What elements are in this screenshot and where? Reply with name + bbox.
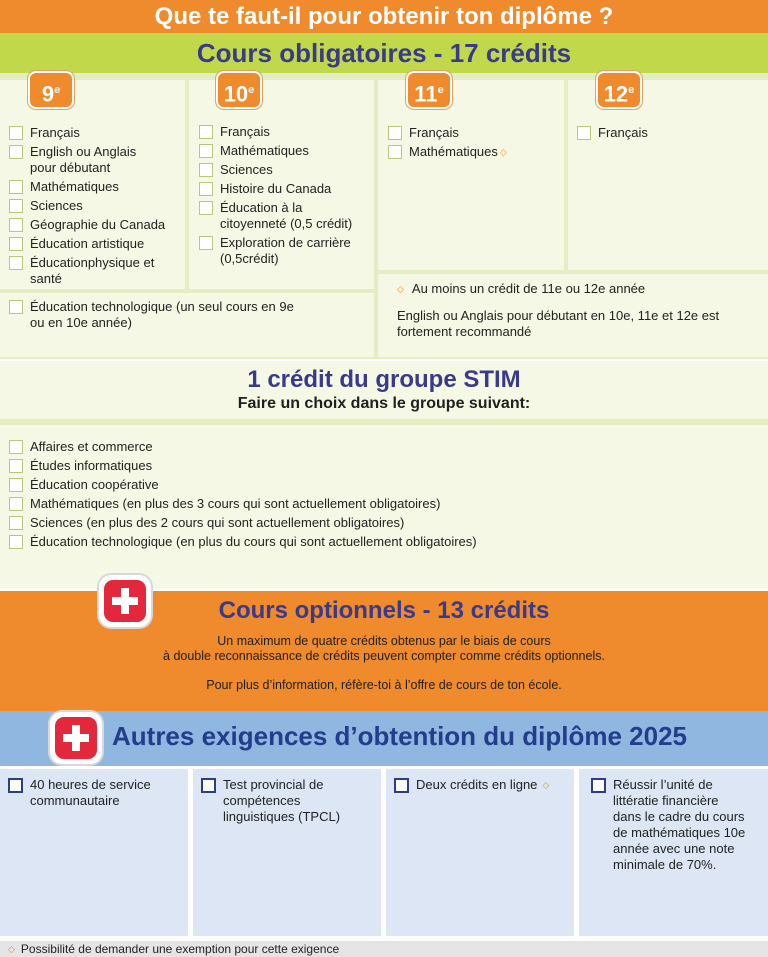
requirement-item[interactable] [394, 777, 568, 793]
note-label: Au moins un crédit de 11e ou 12e année [411, 281, 646, 296]
optional-text-line1: Un maximum de quatre crédits obtenus par le biais de cours [217, 634, 551, 648]
checkbox-icon[interactable] [9, 497, 23, 511]
list-item[interactable] [388, 125, 563, 141]
checkbox-icon[interactable] [577, 126, 591, 140]
stim-title: 1 crédit du groupe STIM [247, 366, 521, 393]
checkbox-icon[interactable] [9, 535, 23, 549]
course-label: Mathématiques [409, 144, 498, 159]
tech-education-item[interactable] [9, 299, 309, 331]
checkbox-icon[interactable] [9, 478, 23, 492]
checkbox-icon[interactable] [199, 236, 213, 250]
course-label: Français [220, 124, 270, 139]
checkbox-icon[interactable] [199, 144, 213, 158]
footer-note [0, 941, 768, 957]
checkbox-icon[interactable] [9, 145, 23, 159]
list-item[interactable] [9, 534, 749, 550]
orange-diamond-icon: ◇ [542, 780, 550, 790]
footer-note-label: Possibilité de demander une exemption pour cette exigence [20, 942, 340, 956]
grade-11-badge: 11e [406, 71, 452, 109]
list-item[interactable] [9, 255, 184, 287]
requirement-item[interactable] [8, 777, 182, 809]
course-label: Études informatiques [30, 458, 153, 473]
list-item[interactable] [199, 235, 374, 267]
course-label: Mathématiques (en plus des 3 cours qui sont actuellement obligatoires) [30, 496, 441, 511]
checkbox-icon[interactable] [9, 180, 23, 194]
grade-10-badge: 10e [216, 71, 262, 109]
course-label: Éducation technologique (en plus du cours qui sont actuellement obligatoires) [30, 534, 477, 549]
optional-text-line2: à double reconnaissance de crédits peuvent compter comme crédits optionnels. [163, 649, 605, 663]
list-item[interactable] [9, 144, 184, 176]
note-credit-11-12 [397, 281, 757, 297]
checkbox-icon[interactable] [9, 237, 23, 251]
requirement-item[interactable] [201, 777, 375, 825]
list-item[interactable] [577, 125, 757, 141]
list-item[interactable] [9, 217, 184, 233]
course-label: Géographie du Canada [30, 217, 166, 232]
course-label: Mathématiques [220, 143, 309, 158]
mandatory-section [0, 73, 768, 359]
requirement-box [193, 769, 381, 936]
optional-title: Cours optionnels - 13 crédits [218, 597, 550, 624]
course-label: Sciences [220, 162, 273, 177]
list-item[interactable] [9, 439, 749, 455]
checkbox-icon[interactable] [9, 218, 23, 232]
course-label: English ou Anglais pour débutant [30, 144, 137, 175]
grade-12-badge: 12e [596, 71, 642, 109]
list-item[interactable] [388, 144, 563, 160]
checkbox-icon[interactable] [199, 163, 213, 177]
checkbox-icon[interactable] [9, 459, 23, 473]
other-requirements-section [0, 711, 768, 941]
requirement-box [579, 769, 768, 936]
course-label: Histoire du Canada [220, 181, 332, 196]
checkbox-icon[interactable] [199, 201, 213, 215]
course-label: Mathématiques [30, 179, 119, 194]
course-label: Sciences (en plus des 2 cours qui sont actuellement obligatoires) [30, 515, 405, 530]
course-label: Éducation coopérative [30, 477, 159, 492]
list-item[interactable] [199, 124, 374, 140]
optional-text-line3: Pour plus d’information, réfère-toi à l’offre de cours de ton école. [206, 678, 562, 692]
other-requirements-header [0, 711, 768, 766]
orange-diamond-icon: ◇ [499, 147, 507, 157]
course-label: Français [30, 125, 80, 140]
requirement-label: Deux crédits en ligne [416, 777, 538, 792]
list-item[interactable] [9, 458, 749, 474]
list-item[interactable] [9, 496, 749, 512]
requirement-label: Réussir l’unité de littératie financière dans le cadre du cours de mathématiques 10e année avec une note minimale de 70%. [613, 777, 746, 872]
list-item[interactable] [9, 125, 184, 141]
course-label: Français [409, 125, 459, 140]
course-label: Exploration de carrière (0,5crédit) [220, 235, 351, 266]
requirement-label: 40 heures de service communautaire [30, 777, 151, 808]
grade-12-course-list [577, 125, 757, 144]
checkbox-icon[interactable] [9, 440, 23, 454]
stim-section [0, 361, 768, 589]
course-label: Éducationphysique et santé [30, 255, 155, 286]
grade-11-course-list [388, 125, 563, 163]
grade-9-course-list [9, 125, 184, 290]
checkbox-icon[interactable] [9, 126, 23, 140]
checkbox-icon[interactable] [9, 300, 23, 314]
orange-diamond-icon: ◇ [8, 944, 15, 954]
list-item[interactable] [9, 477, 749, 493]
list-item[interactable] [199, 181, 374, 197]
orange-diamond-icon: ◇ [397, 284, 404, 294]
checkbox-icon[interactable] [8, 778, 23, 793]
list-item[interactable] [9, 179, 184, 195]
requirement-box [386, 769, 574, 936]
checkbox-icon[interactable] [201, 778, 216, 793]
grade-10-course-list [199, 124, 374, 270]
optional-section [0, 591, 768, 711]
list-item[interactable] [9, 198, 184, 214]
note-english-recommended: English ou Anglais pour débutant en 10e, 11e et 12e est fortement recommandé [397, 308, 720, 339]
tech-education-label: Éducation technologique (un seul cours en 9e ou en 10e année) [30, 299, 294, 330]
course-label: Éducation artistique [30, 236, 145, 251]
checkbox-icon[interactable] [388, 145, 402, 159]
checkbox-icon[interactable] [388, 126, 402, 140]
checkbox-icon[interactable] [199, 125, 213, 139]
course-label: Éducation à la citoyenneté (0,5 crédit) [220, 200, 353, 231]
stim-header [0, 361, 768, 419]
list-item[interactable] [9, 515, 749, 531]
requirement-box [0, 769, 188, 936]
stim-body [0, 425, 768, 589]
list-item[interactable] [199, 162, 374, 178]
other-requirements-title: Autres exigences d’obtention du diplôme 2025 [112, 721, 688, 751]
list-item[interactable] [9, 236, 184, 252]
checkbox-icon[interactable] [9, 516, 23, 530]
grade-12-panel [568, 80, 768, 270]
plus-icon [50, 712, 102, 764]
stim-subtitle: Faire un choix dans le groupe suivant: [237, 395, 531, 412]
mandatory-courses-title: Cours obligatoires - 17 crédits [0, 33, 768, 73]
list-item[interactable] [199, 143, 374, 159]
course-label: Français [598, 125, 648, 140]
stim-course-list [9, 439, 749, 553]
course-label: Sciences [30, 198, 83, 213]
checkbox-icon[interactable] [199, 182, 213, 196]
grade-11-panel [378, 80, 564, 270]
grade-9-badge: 9e [28, 71, 74, 109]
page-title: Que te faut-il pour obtenir ton diplôme ? [0, 0, 768, 33]
list-item[interactable] [199, 200, 374, 232]
requirement-label: Test provincial de compétences linguistiques (TPCL) [223, 777, 341, 824]
requirement-item[interactable] [587, 777, 762, 873]
checkbox-icon[interactable] [9, 256, 23, 270]
checkbox-icon[interactable] [9, 199, 23, 213]
checkbox-icon[interactable] [394, 778, 409, 793]
course-label: Affaires et commerce [30, 439, 153, 454]
checkbox-icon[interactable] [591, 778, 606, 793]
